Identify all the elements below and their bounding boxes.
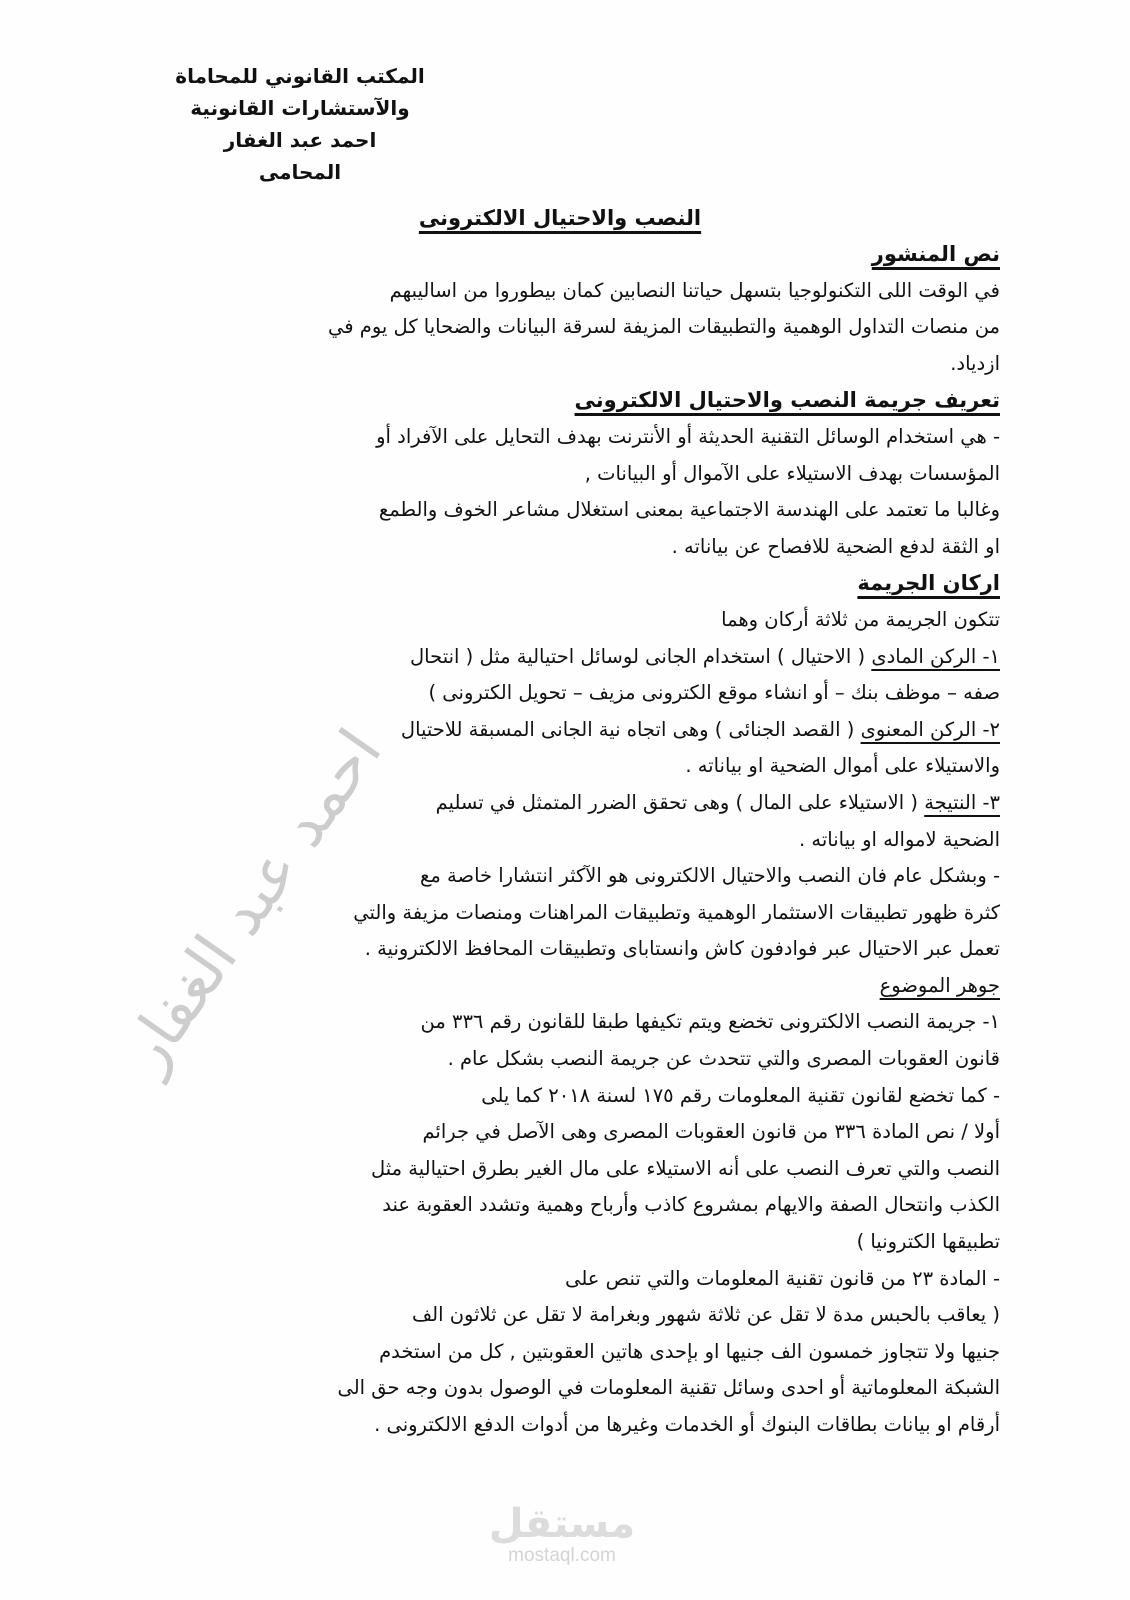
section-heading-post-text — [170, 236, 1000, 273]
paragraph-line: او الثقة لدفع الضحية للافصاح عن بياناته . — [671, 534, 1000, 558]
element-label: ٣- النتيجة — [924, 790, 1000, 814]
paragraph-line: النصب والتي تعرف النصب على أنه الاستيلاء على مال الغير بطرق احتيالية مثل — [371, 1156, 1000, 1180]
letterhead-office: المكتب القانوني للمحاماة — [175, 64, 425, 88]
element-text: ( الاحتيال ) استخدام الجانى لوسائل احتيالية مثل ( انتحال — [410, 644, 866, 668]
element-label: ١- الركن المادى — [871, 644, 1000, 668]
element-label: ٢- الركن المعنوى — [860, 717, 1000, 741]
logo-url-text: mostaql.com — [508, 1545, 616, 1566]
paragraph-line: تتكون الجريمة من ثلاثة أركان وهما — [721, 607, 1000, 631]
paragraph-line: صفه – موظف بنك – أو انشاء موقع الكترونى مزيف – تحويل الكترونى ) — [428, 681, 1000, 705]
paragraph-line: والاستيلاء على أموال الضحية او بياناته . — [685, 754, 1000, 778]
paragraph-line: من منصات التداول الوهمية والتطبيقات المزيفة لسرقة البيانات والضحايا كل يوم في — [328, 315, 1000, 339]
paragraph-line: وغالبا ما تعتمد على الهندسة الاجتماعية بمعنى استغلال مشاعر الخوف والطمع — [378, 498, 1000, 522]
element-text: ( القصد الجنائى ) وهى اتجاه نية الجانى المسبقة للاحتيال — [400, 717, 855, 741]
paragraph-line: الضحية لامواله او بياناته . — [799, 827, 1000, 851]
mostaql-logo — [482, 1502, 642, 1566]
heading-text: نص المنشور — [871, 242, 1000, 266]
letterhead-consultations: والآستشارات القانونية — [190, 96, 410, 120]
element-item-1 — [170, 639, 1000, 676]
paragraph-line: الشبكة المعلوماتية أو احدى وسائل تقنية المعلومات في الوصول بدون وجه حق الى — [337, 1376, 1000, 1400]
section-heading-definition — [170, 382, 1000, 419]
element-item-2 — [170, 712, 1000, 749]
paragraph-line: أولا / نص المادة ٣٣٦ من قانون العقوبات المصرى وهى الآصل في جرائم — [422, 1120, 1000, 1144]
paragraph-line: جنيها ولا تتجاوز خمسون الف جنيها او بإحدى هاتين العقوبتين , كل من استخدم — [379, 1339, 1000, 1363]
heading-text: تعريف جريمة النصب والاحتيال الالكترونى — [574, 388, 1000, 413]
paragraph-line: تعمل عبر الاحتيال عبر فوادفون كاش وانستاباى وتطبيقات المحافظ الالكترونية . — [364, 937, 1000, 961]
paragraph-line: الكذب وانتحال الصفة والايهام بمشروع كاذب وأرباح وهمية وتشدد العقوبة عند — [382, 1193, 1000, 1217]
heading-text: اركان الجريمة — [857, 571, 1000, 596]
paragraph-line: المؤسسات بهدف الاستيلاء على الآموال أو البيانات , — [584, 461, 1000, 485]
letterhead-title: المحامى — [258, 160, 342, 184]
paragraph-line: قانون العقوبات المصرى والتي تتحدث عن جريمة النصب بشكل عام . — [447, 1047, 1000, 1071]
paragraph-line: ( يعاقب بالحبس مدة لا تقل عن ثلاثة شهور وبغرامة لا تقل عن ثلاثون الف — [411, 1303, 1000, 1327]
paragraph-line: - هي استخدام الوسائل التقنية الحديثة أو الأنترنت بهدف التحايل على الآفراد أو — [376, 424, 1000, 448]
signature-watermark: احمد عبد الغفار — [107, 715, 396, 1084]
letterhead — [150, 60, 450, 188]
logo-arabic-text: مستقل — [488, 1501, 636, 1547]
element-text: ( الاستيلاء على المال ) وهى تحقق الضرر المتمثل في تسليم — [435, 790, 919, 814]
paragraph-line: ازدياد. — [950, 351, 1000, 375]
document-title-text: النصب والاحتيال الالكترونى — [418, 206, 702, 230]
heading-text: جوهر الموضوع — [879, 973, 1000, 997]
paragraph-line: في الوقت اللى التكنولوجيا بتسهل حياتنا النصابين كمان بيطوروا من اساليبهم — [389, 278, 1000, 302]
paragraph-line: كثرة ظهور تطبيقات الاستثمار الوهمية وتطبيقات المراهنات ومنصات مزيفة والتي — [353, 900, 1000, 924]
letterhead-lawyer-name: احمد عبد الغفار — [223, 128, 377, 152]
paragraph-line: تطبيقها الكترونيا ) — [856, 1230, 1000, 1254]
paragraph-line: - كما تخضع لقانون تقنية المعلومات رقم ١٧٥ لسنة ٢٠١٨ كما يلى — [481, 1083, 1000, 1107]
paragraph-line: ١- جريمة النصب الالكترونى تخضع ويتم تكيفها طبقا للقانون رقم ٣٣٦ من — [420, 1010, 1000, 1034]
paragraph-line: - المادة ٢٣ من قانون تقنية المعلومات والتي تنص على — [565, 1266, 1000, 1290]
section-heading-elements — [170, 565, 1000, 602]
document-title — [370, 203, 750, 233]
paragraph-line: - وبشكل عام فان النصب والاحتيال الالكترونى هو الآكثر انتشارا خاصة مع — [420, 864, 1000, 888]
paragraph-line: أرقام او بيانات بطاقات البنوك أو الخدمات وغيرها من أدوات الدفع الالكترونى . — [374, 1413, 1000, 1436]
section-heading-substance — [170, 968, 1000, 1005]
